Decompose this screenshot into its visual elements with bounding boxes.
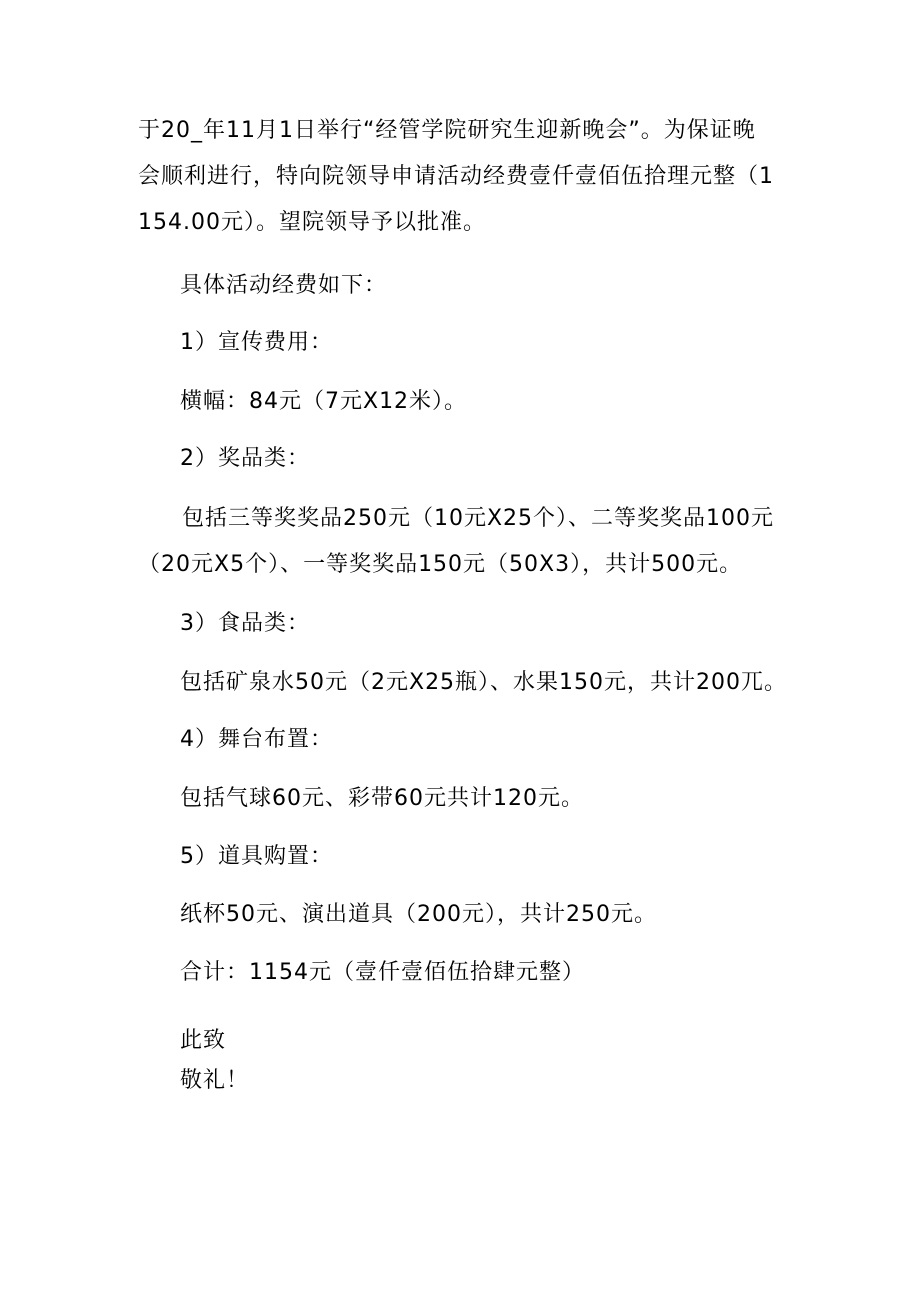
item-1-heading: 1）宣传费用： [180, 330, 333, 355]
item-3-detail: 包括矿泉水50元（2元X25瓶）、水果150元，共计200兀。 [180, 670, 788, 695]
item-4-detail: 包括气球60元、彩带60元共计120元。 [180, 786, 584, 811]
item-4-heading: 4）舞台布置： [180, 727, 333, 752]
total-line: 合计：1154元（壹仟壹佰伍拾肆元整） [180, 960, 585, 985]
intro-paragraph: 于20_年11月1日举行“经管学院研究生迎新晚会”。为保证晚会顺利进行，特向院领导申请活动经费壹仟壹佰伍拾理元整（1154.00元）。望院领导予以批准。 [138, 118, 774, 235]
item-1-detail: 横幅：84元（7元X12米）。 [180, 389, 468, 414]
details-heading: 具体活动经费如下： [180, 273, 388, 298]
item-3-heading: 3）食品类： [180, 611, 310, 636]
item-5-heading: 5）道具购置： [180, 844, 333, 869]
item-5-detail: 纸杯50元、演出道具（200元），共计250元。 [180, 902, 657, 927]
item-2-detail: 包括三等奖奖品250元（10元X25个）、二等奖奖品100元（20元X5个）、一等奖奖品150元（50X3），共计500元。 [138, 506, 775, 577]
item-2-heading: 2）奖品类： [180, 446, 310, 471]
closing-line-2: 敬礼！ [180, 1068, 250, 1093]
closing-line-1: 此致 [180, 1028, 227, 1053]
